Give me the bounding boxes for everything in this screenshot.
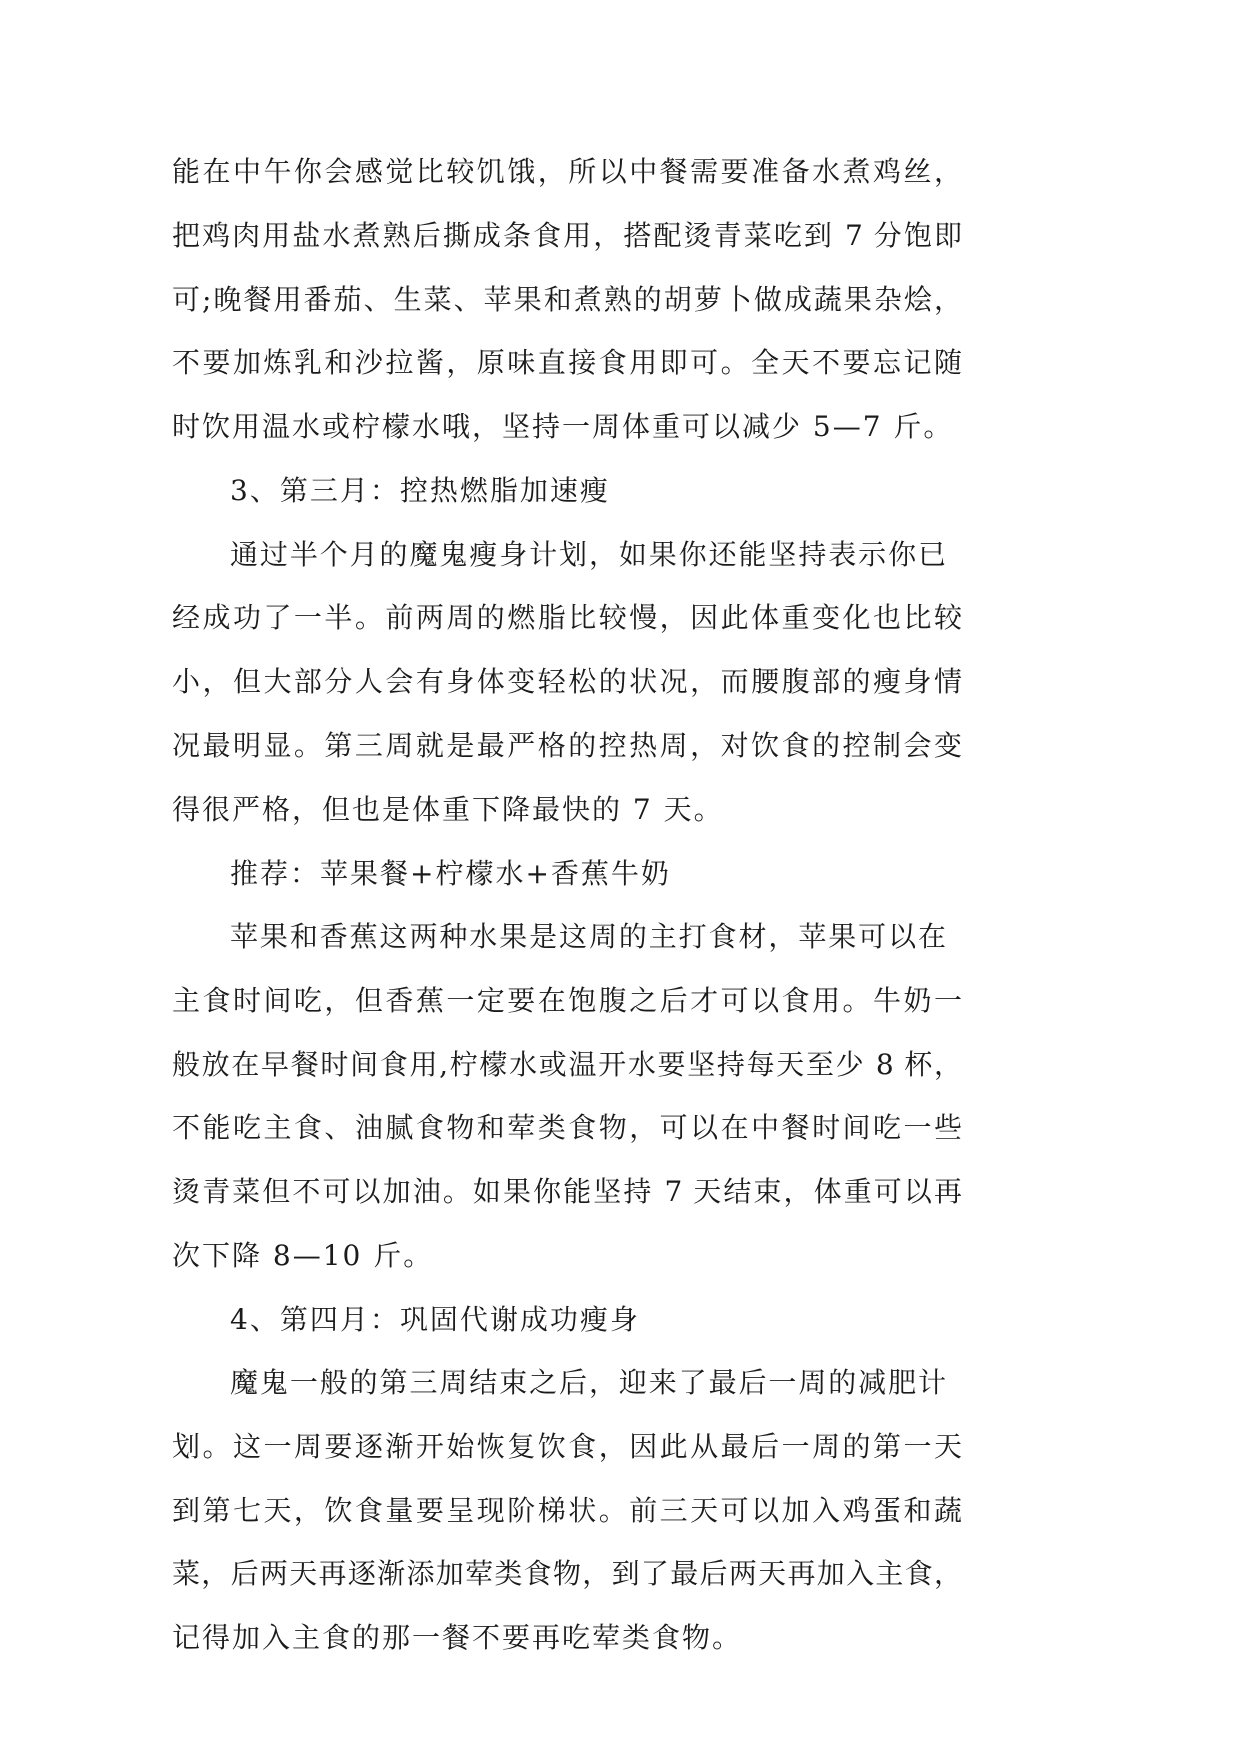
- section-heading-text: 4、第四月：巩固代谢成功瘦身: [230, 1303, 640, 1336]
- text-line: 般放在早餐时间食用,柠檬水或温开水要坚持每天至少 8 杯，: [172, 1048, 962, 1081]
- text-line: 次下降 8—10 斤。: [172, 1239, 434, 1272]
- text-line: 时饮用温水或柠檬水哦，坚持一周体重可以减少 5—7 斤。: [172, 410, 954, 443]
- text-line: 主食时间吃，但香蕉一定要在饱腹之后才可以食用。牛奶一: [172, 984, 962, 1017]
- text-line: 到第七天，饮食量要呈现阶梯状。前三天可以加入鸡蛋和蔬: [172, 1494, 962, 1527]
- text-line: 菜，后两天再逐渐添加荤类食物，到了最后两天再加入主食，: [172, 1557, 962, 1590]
- recommendation-text: 推荐：苹果餐+柠檬水+香蕉牛奶: [230, 857, 671, 890]
- text-line: 把鸡肉用盐水煮熟后撕成条食用，搭配烫青菜吃到 7 分饱即: [172, 219, 962, 252]
- text-line: 得很严格，但也是体重下降最快的 7 天。: [172, 793, 724, 826]
- text-line: 烫青菜但不可以加油。如果你能坚持 7 天结束，体重可以再: [172, 1175, 962, 1208]
- section-heading-text: 3、第三月：控热燃脂加速瘦: [230, 474, 610, 507]
- text-line: 记得加入主食的那一餐不要再吃荤类食物。: [172, 1621, 743, 1654]
- text-line: 苹果和香蕉这两种水果是这周的主打食材，苹果可以在: [230, 920, 946, 953]
- text-line: 能在中午你会感觉比较饥饿，所以中餐需要准备水煮鸡丝，: [172, 155, 962, 188]
- text-line: 不能吃主食、油腻食物和荤类食物，可以在中餐时间吃一些: [172, 1111, 962, 1144]
- text-line: 魔鬼一般的第三周结束之后，迎来了最后一周的减肥计: [230, 1366, 946, 1399]
- text-line: 通过半个月的魔鬼瘦身计划，如果你还能坚持表示你已: [230, 538, 946, 571]
- text-line: 划。这一周要逐渐开始恢复饮食，因此从最后一周的第一天: [172, 1430, 962, 1463]
- text-line: 经成功了一半。前两周的燃脂比较慢，因此体重变化也比较: [172, 601, 962, 634]
- text-line: 可;晚餐用番茄、生菜、苹果和煮熟的胡萝卜做成蔬果杂烩，: [172, 283, 962, 316]
- text-line: 况最明显。第三周就是最严格的控热周，对饮食的控制会变: [172, 729, 962, 762]
- text-line: 不要加炼乳和沙拉酱，原味直接食用即可。全天不要忘记随: [172, 346, 962, 379]
- text-line: 小，但大部分人会有身体变轻松的状况，而腰腹部的瘦身情: [172, 665, 962, 698]
